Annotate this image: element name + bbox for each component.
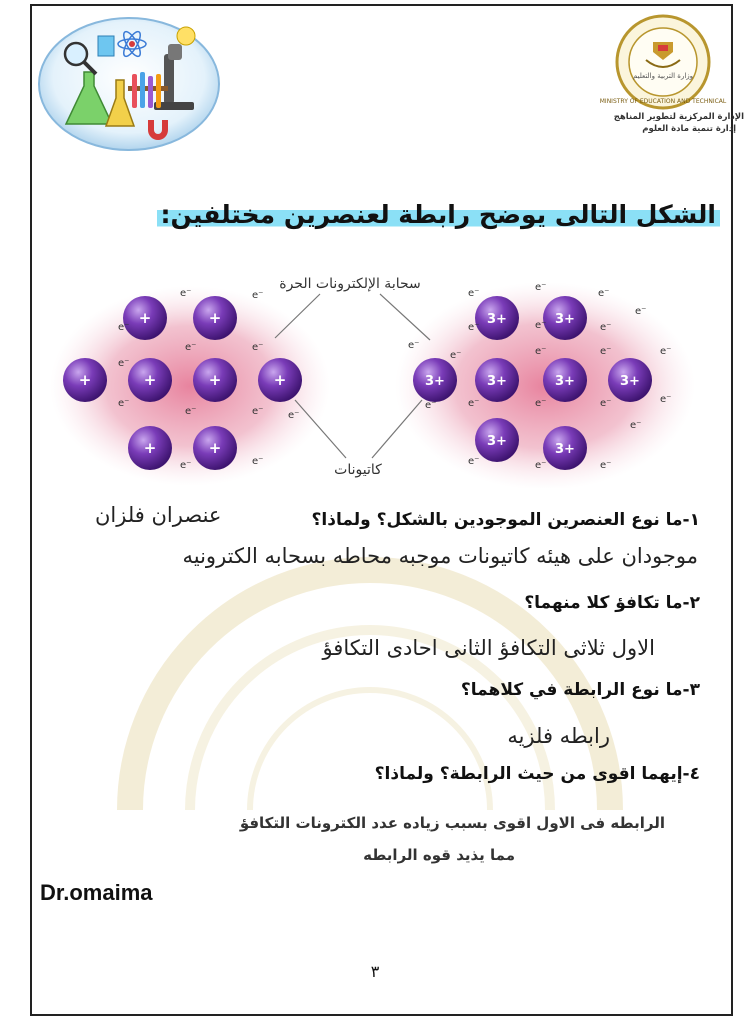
svg-text:+: + [138,309,152,327]
electron-right-10: e⁻ [660,346,672,357]
electron-right-19: e⁻ [425,400,437,411]
electron-left-5: e⁻ [252,342,264,353]
svg-text:3+: 3+ [555,312,575,327]
svg-text:وزارة التربية والتعليم: وزارة التربية والتعليم [632,72,694,80]
question-3: ٣-ما نوع الرابطة في كلاهما؟ [460,680,700,700]
question-2: ٢-ما تكافؤ كلا منهما؟ [524,593,700,613]
svg-text:+: + [78,371,92,389]
electron-right-5: e⁻ [600,322,612,333]
electron-right-9: e⁻ [600,346,612,357]
metallic-bond-figure [30,268,710,492]
electron-right-11: e⁻ [468,398,480,409]
answer-1b: موجودان على هيئه كاتيونات موجبه محاطه بسحابه الكترونيه [182,544,698,568]
electron-left-10: e⁻ [252,456,264,467]
electron-right-7: e⁻ [450,350,462,361]
electron-right-18: e⁻ [630,420,642,431]
svg-text:+: + [208,371,222,389]
svg-text:3+: 3+ [620,374,640,389]
svg-text:+: + [143,371,157,389]
cation-right-6 [475,418,519,462]
leader-top-right [380,294,430,340]
electron-left-6: e⁻ [185,406,197,417]
electron-right-2: e⁻ [598,288,610,299]
lab-equipment-logo [36,14,222,158]
electron-right-16: e⁻ [535,460,547,471]
svg-text:3+: 3+ [555,442,575,457]
cation-left-2 [63,358,107,402]
svg-text:+: + [143,439,157,457]
answer-3: رابطه فلزيه [507,724,610,748]
electron-right-15: e⁻ [468,456,480,467]
electron-right-13: e⁻ [600,398,612,409]
electron-right-3: e⁻ [468,322,480,333]
electron-left-0: e⁻ [180,288,192,299]
electron-left-9: e⁻ [180,460,192,471]
svg-text:+: + [208,439,222,457]
svg-text:3+: 3+ [487,312,507,327]
electron-left-7: e⁻ [252,406,264,417]
electron-left-1: e⁻ [252,290,264,301]
free-electron-cloud-label: سحابة الإلكترونات الحرة [279,276,421,292]
electron-right-14: e⁻ [660,394,672,405]
cation-left-6 [128,426,172,470]
svg-text:3+: 3+ [555,374,575,389]
cation-right-4 [543,358,587,402]
cation-left-4 [193,358,237,402]
svg-text:3+: 3+ [487,374,507,389]
cation-left-1 [193,296,237,340]
electron-right-4: e⁻ [535,320,547,331]
page-title: الشكل التالى يوضح رابطة لعنصرين مختلفين: [157,200,720,229]
electron-right-8: e⁻ [535,346,547,357]
answer-1a: عنصران فلزان [95,503,222,527]
electron-right-1: e⁻ [535,282,547,293]
electron-left-2: e⁻ [118,322,130,333]
ministry-caption-line1: الإدارة المركزية لتطوير المناهج [613,112,744,122]
answer-2: الاول ثلاثى التكافؤ الثانى احادى التكافؤ [322,636,655,660]
answer-4b: مما يذيد قوه الرابطه [363,846,515,864]
cation-left-0 [123,296,167,340]
svg-text:3+: 3+ [425,374,445,389]
cation-right-7 [543,426,587,470]
cation-right-5 [608,358,652,402]
electron-right-12: e⁻ [535,398,547,409]
seal-text: MINISTRY OF EDUCATION AND TECHNICAL [599,98,727,105]
cation-right-1 [543,296,587,340]
electron-left-4: e⁻ [185,342,197,353]
electron-right-20: e⁻ [635,306,647,317]
page-number: ٣ [370,962,380,981]
cation-right-0 [475,296,519,340]
electron-left-3: e⁻ [118,358,130,369]
electron-right-6: e⁻ [408,340,420,351]
ministry-seal [550,12,750,152]
cation-left-5 [258,358,302,402]
electron-left-11: e⁻ [288,410,300,421]
cation-left-3 [128,358,172,402]
cations-label: كاتيونات [334,462,382,478]
svg-text:3+: 3+ [487,434,507,449]
author-signature: Dr.omaima [40,880,153,905]
question-1: ١-ما نوع العنصرين الموجودين بالشكل؟ ولماذا؟ [311,510,700,530]
question-4: ٤-إيهما اقوى من حيث الرابطة؟ ولماذا؟ [374,764,700,784]
cation-right-3 [475,358,519,402]
cation-right-2 [413,358,457,402]
electron-right-0: e⁻ [468,288,480,299]
svg-text:+: + [273,371,287,389]
electron-left-8: e⁻ [118,398,130,409]
ministry-caption-line2: إدارة تنمية مادة العلوم [642,124,736,134]
cation-left-7 [193,426,237,470]
electron-right-17: e⁻ [600,460,612,471]
answer-4a: الرابطه فى الاول اقوى بسبب زياده عدد الكترونات التكافؤ [239,814,665,832]
svg-text:+: + [208,309,222,327]
